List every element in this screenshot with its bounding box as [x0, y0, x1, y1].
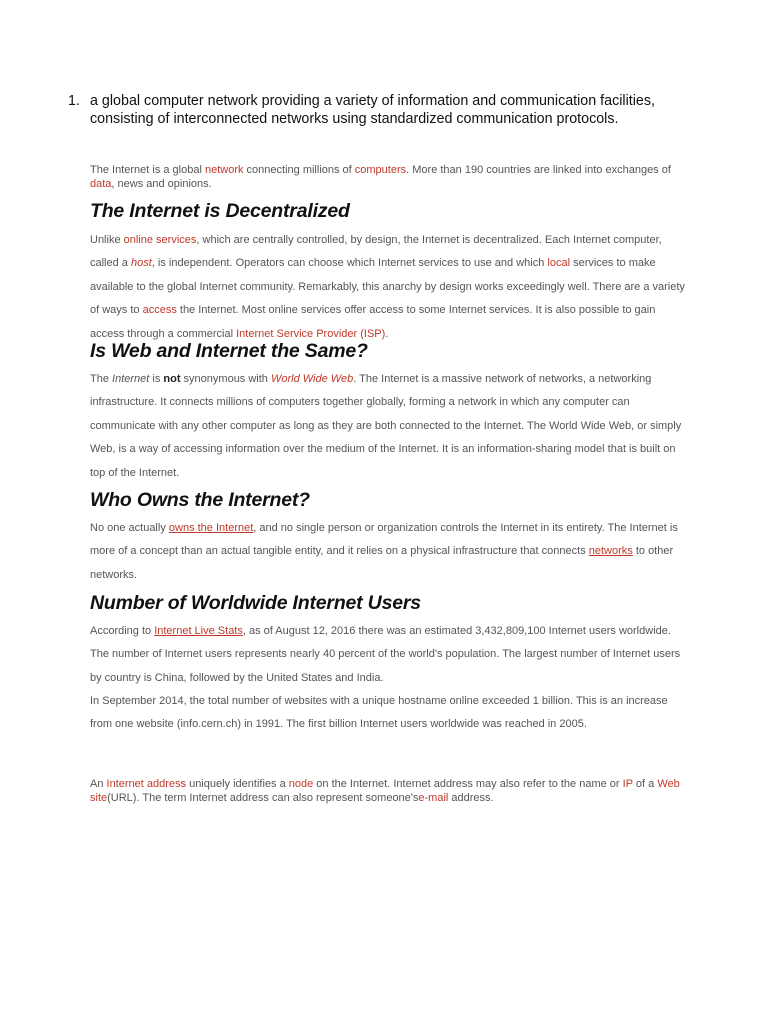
- email-link[interactable]: e-mail: [418, 791, 449, 804]
- web-site-link[interactable]: Web site: [90, 778, 680, 804]
- decentralized-text-6: .: [385, 327, 389, 340]
- data-link[interactable]: data: [90, 177, 112, 190]
- address-text-1: An: [90, 778, 107, 790]
- owns-text-3: to other networks.: [90, 545, 674, 581]
- world-wide-web-link[interactable]: World Wide Web: [270, 373, 354, 385]
- same-text-3: synonymous with: [180, 373, 271, 385]
- network-link[interactable]: network: [204, 164, 244, 176]
- intro-text-3: . More than 190 countries are linked into exchanges of: [406, 164, 671, 176]
- internet-address-link[interactable]: Internet address: [106, 778, 187, 790]
- address-text-5: (URL). The term Internet address can also represent someone's: [107, 791, 419, 804]
- decentralized-text-4: services to make available to the global Internet community. Remarkably, this anarchy by design works exceedingly well. There are a variety of ways to: [90, 257, 685, 317]
- users-text-1: According to: [90, 625, 155, 637]
- local-link[interactable]: local: [547, 257, 571, 270]
- online-services-link[interactable]: online services: [123, 234, 197, 246]
- address-text-3: on the Internet. Internet address may also refer to the name or: [313, 778, 623, 790]
- heading-worldwide-users: Number of Worldwide Internet Users: [90, 592, 421, 614]
- owns-the-internet-link[interactable]: owns the Internet: [168, 522, 254, 534]
- same-text-2: is: [149, 373, 164, 385]
- intro-paragraph: [90, 164, 690, 191]
- decentralized-text-5: the Internet. Most online services offer access to some Internet services. It is also possible to gain access through a commercial: [90, 304, 656, 340]
- internet-italic: Internet: [112, 373, 150, 385]
- not-bold: not: [163, 373, 181, 385]
- owns-text-2: , and no single person or organization controls the Internet in its entirety. The Internet is more of a concept than an actual tangible entity, and it relies on a physical infrastructure that connects: [90, 522, 678, 558]
- ip-link[interactable]: IP: [622, 778, 633, 790]
- same-paragraph: [90, 368, 690, 485]
- intro-text-1: The Internet is a global: [90, 164, 205, 176]
- owns-paragraph: [90, 517, 690, 587]
- address-text-6: address.: [448, 791, 494, 804]
- heading-who-owns: Who Owns the Internet?: [90, 489, 310, 511]
- same-text-1: The: [90, 373, 113, 385]
- owns-text-1: No one actually: [90, 522, 169, 534]
- networks-link[interactable]: networks: [588, 545, 633, 558]
- isp-link[interactable]: Internet Service Provider (ISP): [236, 327, 386, 340]
- address-text-4: of a: [632, 778, 658, 790]
- address-paragraph: [90, 778, 690, 805]
- decentralized-paragraph: [90, 229, 690, 346]
- node-link[interactable]: node: [288, 778, 314, 790]
- address-text-2: uniquely identifies a: [186, 778, 289, 790]
- users-text-2: , as of August 12, 2016 there was an estimated 3,432,809,100 Internet users worldwide. The number of Internet users represents nearly 40 percent of the world's population. The largest number of Internet users by country is China, followed by the United States and India.: [90, 625, 681, 684]
- intro-text-2: connecting millions of: [243, 164, 355, 176]
- computers-link[interactable]: computers: [354, 164, 407, 176]
- host-link[interactable]: host: [130, 257, 152, 270]
- heading-web-internet-same: Is Web and Internet the Same?: [90, 340, 368, 362]
- definition-text: a global computer network providing a variety of information and communication facilities, consisting of interconnected networks using standardized communication protocols.: [90, 93, 656, 128]
- websites-paragraph: In September 2014, the total number of websites with a unique hostname online exceeded 1 billion. This is an increase from one website (info.cern.ch) in 1991. The first billion Internet users worldwide was reached in 2005.: [90, 695, 668, 731]
- same-text-4: . The Internet is a massive network of networks, a networking infrastructure. It connects millions of computers together globally, forming a network in which any computer can communicate with any other computer as long as they are both connected to the Internet. The World Wide Web, or simply Web, is a way of accessing information over the medium of the Internet. It is an information-sharing model that is built on top of the Internet.: [90, 373, 682, 479]
- access-link[interactable]: access: [142, 304, 177, 317]
- decentralized-text-3: , is independent. Operators can choose which Internet services to use and which: [151, 257, 548, 270]
- users-paragraph: [90, 620, 690, 690]
- heading-decentralized: The Internet is Decentralized: [90, 200, 350, 222]
- definition-number: 1.: [68, 93, 80, 109]
- decentralized-text-2: , which are centrally controlled, by design, the Internet is decentralized. Each Internet computer, called a: [90, 234, 662, 270]
- intro-text-4: , news and opinions.: [111, 177, 212, 190]
- internet-live-stats-link[interactable]: Internet Live Stats: [154, 625, 243, 637]
- decentralized-text-1: Unlike: [90, 234, 124, 246]
